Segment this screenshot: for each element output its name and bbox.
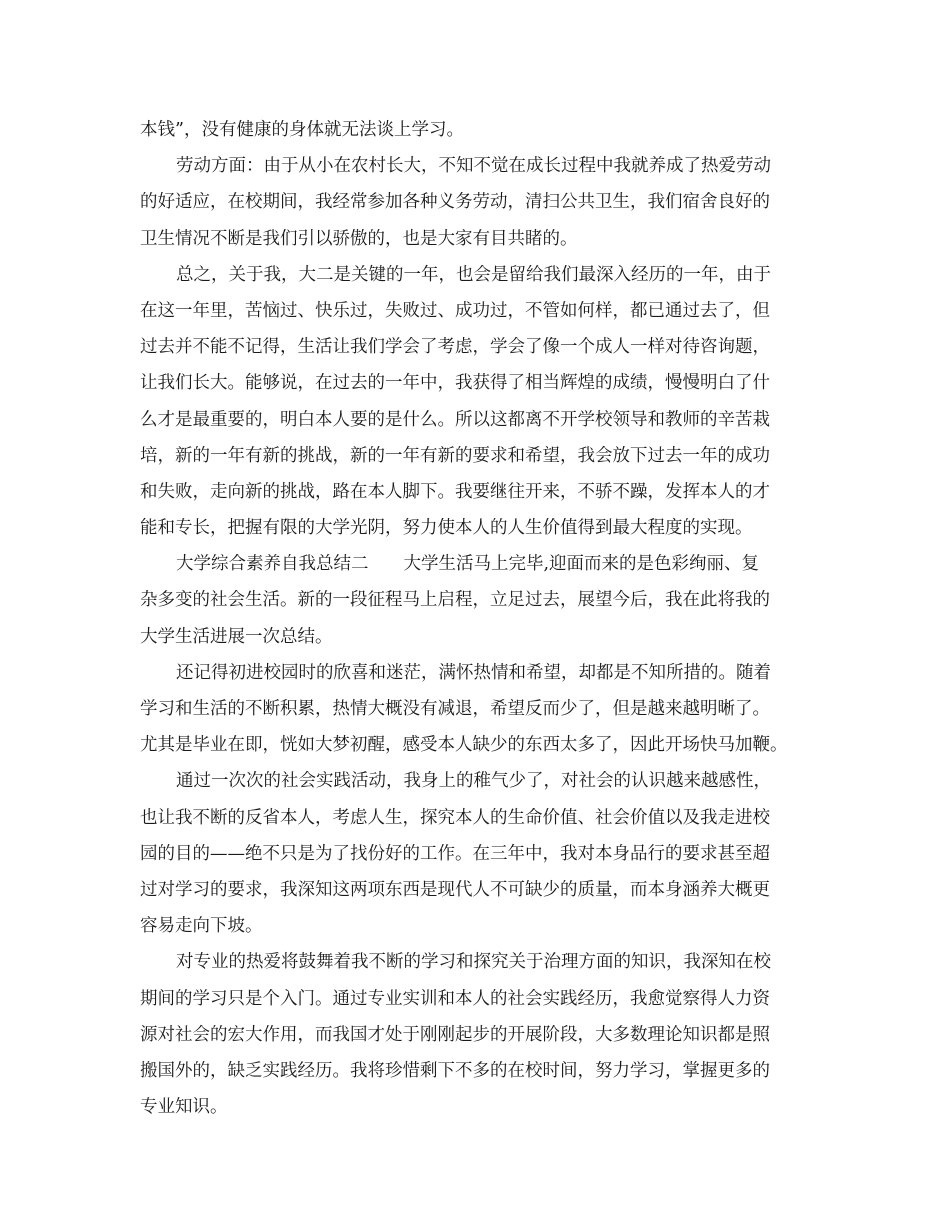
text-line: 的好适应，在校期间，我经常参加各种义务劳动，清扫公共卫生，我们宿舍良好的 (140, 192, 770, 213)
text-line: 能和专长，把握有限的大学光阴，努力使本人的人生价值得到最大程度的实现。 (140, 518, 753, 539)
text-line: 也让我不断的反省本人，考虑人生，探究本人的生命价值、社会价值以及我走进校 (140, 807, 770, 828)
text-line: 园的目的——绝不只是为了找份好的工作。在三年中，我对本身品行的要求甚至超 (140, 843, 770, 864)
text-line: 培，新的一年有新的挑战，新的一年有新的要求和希望，我会放下过去一年的成功 (140, 445, 770, 466)
text-line: 么才是最重要的，明白本人要的是什么。所以这都离不开学校领导和教师的辛苦栽 (140, 409, 770, 430)
text-line: 卫生情况不断是我们引以骄傲的，也是大家有目共睹的。 (140, 228, 578, 249)
text-line: 杂多变的社会生活。新的一段征程马上启程，立足过去，展望今后，我在此将我的 (140, 590, 770, 611)
text-line: 尤其是毕业在即，恍如大梦初醒，感受本人缺少的东西太多了，因此开场快马加鞭。 (140, 735, 788, 756)
text-line: 过对学习的要求，我深知这两项东西是现代人不可缺少的质量，而本身涵养大概更 (140, 879, 770, 900)
text-line: 本钱”，没有健康的身体就无法谈上学习。 (140, 120, 464, 140)
text-line: 让我们长大。能够说，在过去的一年中，我获得了相当辉煌的成绩，慢慢明白了什 (140, 373, 770, 394)
text-line: 源对社会的宏大作用，而我国才处于刚刚起步的开展阶段，大多数理论知识都是照 (140, 1024, 770, 1045)
text-line: 期间的学习只是个入门。通过专业实训和本人的社会实践经历，我愈觉察得人力资 (140, 988, 770, 1009)
text-line: 和失败，走向新的挑战，路在本人脚下。我要继往开来，不骄不躁，发挥本人的才 (140, 481, 770, 502)
text-line: 对专业的热爱将鼓舞着我不断的学习和探究关于治理方面的知识，我深知在校 (176, 952, 771, 973)
text-line: 搬国外的，缺乏实践经历。我将珍惜剩下不多的在校时间，努力学习，掌握更多的 (140, 1060, 770, 1081)
text-line: 学习和生活的不断积累，热情大概没有减退，希望反而少了，但是越来越明晰了。 (140, 699, 770, 719)
text-line: 大学综合素养自我总结二 大学生活马上完毕,迎面而来的是色彩绚丽、复 (176, 554, 760, 575)
text-line: 还记得初进校园时的欣喜和迷茫，满怀热情和希望，却都是不知所措的。随着 (176, 662, 771, 683)
text-line: 过去并不能不记得，生活让我们学会了考虑，学会了像一个成人一样对待咨询题， (140, 337, 770, 358)
text-line: 通过一次次的社会实践活动，我身上的稚气少了，对社会的认识越来越感性， (176, 771, 771, 792)
text-line: 专业知识。 (140, 1097, 228, 1118)
text-line: 大学生活进展一次总结。 (140, 626, 333, 647)
text-line: 容易走向下坡。 (140, 916, 263, 937)
text-line: 劳动方面：由于从小在农村长大，不知不觉在成长过程中我就养成了热爱劳动 (176, 156, 771, 177)
text-line: 在这一年里，苦恼过、快乐过，失败过、成功过，不管如何样，都已通过去了，但 (140, 300, 770, 321)
document-body (140, 112, 820, 1125)
text-line: 总之，关于我，大二是关键的一年，也会是留给我们最深入经历的一年，由于 (176, 264, 771, 285)
